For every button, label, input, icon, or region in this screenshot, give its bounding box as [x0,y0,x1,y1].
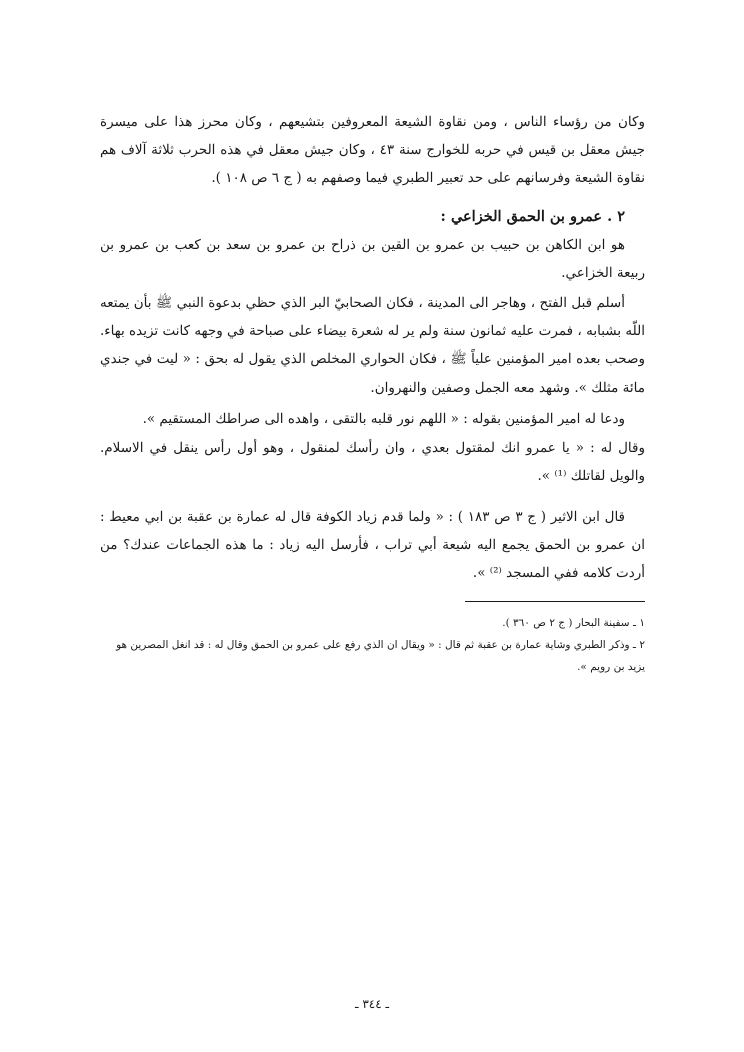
paragraph-text: أسلم قبل الفتح ، وهاجر الى المدينة ، فكان الصحابيّ البر الذي حظي بدعوة النبي ﷺ بأن يمتعه اللّه بشبابه ، فمرت عليه ثمانون سنة ولم ير له شعرة بيضاء على صباحة في وجهه كانت تزيده بهاء. وصحب بعده امير المؤمنين علياً ﷺ ، فكان الحواري المخلص الذي يقول له بحق : « ليت في جندي مائة مثلك ». وشهد معه الجمل وصفين والنهروان. [100,295,645,396]
body-paragraph-5 [100,434,645,490]
body-paragraph-6 [100,503,645,588]
paragraph-text: وكان من رؤساء الناس ، ومن نقاوة الشيعة المعروفين بتشيعهم ، وكان محرز هذا على ميسرة جيش معقل بن قيس في حربه للخوارج سنة ٤٣ ، وكان جيش معقل في هذه الحرب ثلاثة آلاف هم نقاوة الشيعة وفرسانهم على حد تعبير الطبري فيما وصفهم به ( ج ٦ ص ١٠٨ ). [100,114,645,187]
heading-text: ٢ . عمرو بن الحمق الخزاعي : [440,208,625,225]
paragraph-text: ودعا له امير المؤمنين بقوله : « اللهم نور قلبه بالتقى ، واهده الى صراطك المستقيم ». [142,411,625,427]
footnote-divider [465,601,645,602]
paragraph-text: وقال له : « يا عمرو انك لمقتول بعدي ، وان رأسك لمنقول ، وهو أول رأس ينقل في الاسلام. والويل لقاتلك ⁽¹⁾ ». [100,440,645,485]
body-paragraph-3 [100,289,645,402]
paragraph-text: قال ابن الاثير ( ج ٣ ص ١٨٣ ) : « ولما قدم زياد الكوفة قال له عمارة بن عقبة بن ابي معيط : ان عمرو بن الحمق يجمع اليه شيعة أبي تراب ، فأرسل اليه زياد : ما هذه الجماعات عندك؟ من أردت كلامه ففي المسجد ⁽²⁾ ». [100,509,645,582]
footnote-2: ٢ ـ وذكر الطبري وشاية عمارة بن عقبة ثم قال : « ويقال ان الذي رفع على عمرو بن الحمق وقال له : قد انغل المصرين هو يزيد بن رويم ». [116,639,645,673]
paragraph-text: هو ابن الكاهن بن حبيب بن عمرو بن القين بن ذراح بن عمرو بن سعد بن كعب بن عمرو بن ربيعة الخزاعي. [100,237,645,282]
body-paragraph-1 [100,108,645,193]
footnote-1: ١ ـ سفينة البحار ( ج ٢ ص ٣٦٠ ). [502,617,645,629]
page-number: ـ ٣٤٤ ـ [354,997,390,1011]
section-heading [100,202,645,231]
footnotes [100,612,645,678]
body-paragraph-2 [100,231,645,287]
body-paragraph-4 [100,405,645,433]
